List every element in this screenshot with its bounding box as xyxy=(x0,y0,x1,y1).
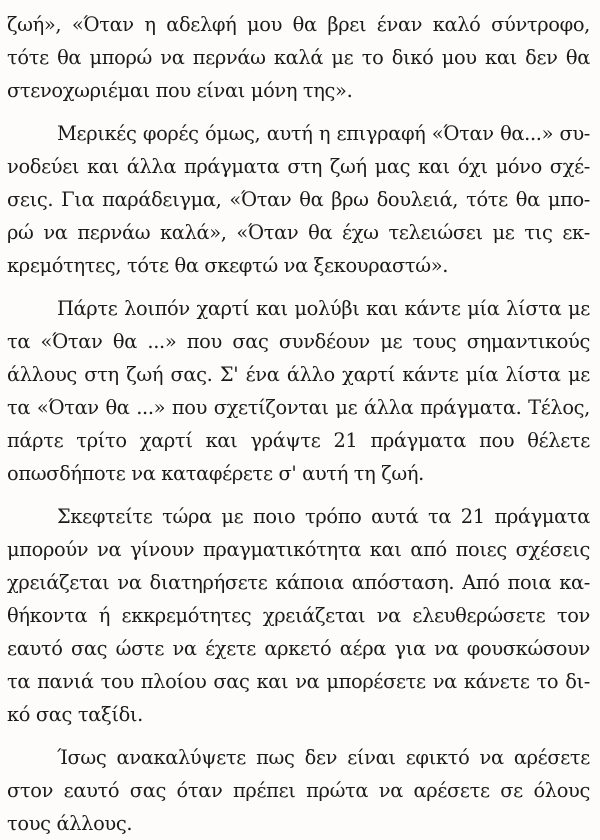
paragraph-3 xyxy=(7,292,590,490)
paragraph-2 xyxy=(7,117,590,282)
text-line: εαυτό σας ώστε να έχετε αρκετό αέρα για να φουσκώσουν xyxy=(7,637,590,660)
text-line: στενοχωριέμαι που είναι μόνη της». xyxy=(7,79,353,102)
paragraph-1 xyxy=(7,8,590,107)
text-line: σεις. Για παράδειγμα, «Όταν θα βρω δουλειά, τότε θα μπο- xyxy=(7,188,590,211)
text-line: τα πανιά του πλοίου σας και να μπορέσετε να κάνετε το δι- xyxy=(7,670,590,693)
text-line: θήκοντα ή εκκρεμότητες χρειάζεται να ελευθερώσετε τον xyxy=(7,604,590,627)
paragraph-5 xyxy=(7,741,590,840)
text-line: κό σας ταξίδι. xyxy=(7,703,143,726)
text-line: τους άλλους. xyxy=(7,812,133,835)
text-line: Ίσως ανακαλύψετε πως δεν είναι εφικτό να αρέσετε xyxy=(57,746,590,769)
text-line: οπωσδήποτε να καταφέρετε σ' αυτή τη ζωή. xyxy=(7,462,424,485)
text-line: τα «Όταν θα ...» που σχετίζονται με άλλα πράγματα. Τέλος, xyxy=(7,396,590,419)
paragraph-4 xyxy=(7,500,590,731)
text-line: Σκεφτείτε τώρα με ποιο τρόπο αυτά τα 21 πράγματα xyxy=(57,505,590,528)
text-line: κρεμότητες, τότε θα σκεφτώ να ξεκουραστώ». xyxy=(7,254,449,277)
text-line: στον εαυτό σας όταν πρέπει πρώτα να αρέσετε σε όλους xyxy=(7,779,590,802)
text-line: τότε θα μπορώ να περνάω καλά με το δικό μου και δεν θα xyxy=(7,46,590,69)
text-line: ζωή», «Όταν η αδελφή μου θα βρει έναν καλό σύντροφο, xyxy=(7,13,590,36)
text-line: νοδεύει και άλλα πράγματα στη ζωή μας και όχι μόνο σχέ- xyxy=(7,155,590,178)
text-line: Μερικές φορές όμως, αυτή η επιγραφή «Όταν θα...» συ- xyxy=(57,122,590,145)
text-line: τα «Όταν θα ...» που σας συνδέουν με τους σημαντικούς xyxy=(7,330,590,353)
text-line: Πάρτε λοιπόν χαρτί και μολύβι και κάντε μία λίστα με xyxy=(57,297,590,320)
text-line: ρώ να περνάω καλά», «Όταν θα έχω τελειώσει με τις εκ- xyxy=(7,221,590,244)
text-line: άλλους στη ζωή σας. Σ' ένα άλλο χαρτί κάντε μία λίστα με xyxy=(7,363,590,386)
text-line: χρειάζεται να διατηρήσετε κάποια απόσταση. Από ποια κα- xyxy=(7,571,590,594)
text-line: μπορούν να γίνουν πραγματικότητα και από ποιες σχέσεις xyxy=(7,538,590,561)
text-line: πάρτε τρίτο χαρτί και γράψτε 21 πράγματα που θέλετε xyxy=(7,429,590,452)
